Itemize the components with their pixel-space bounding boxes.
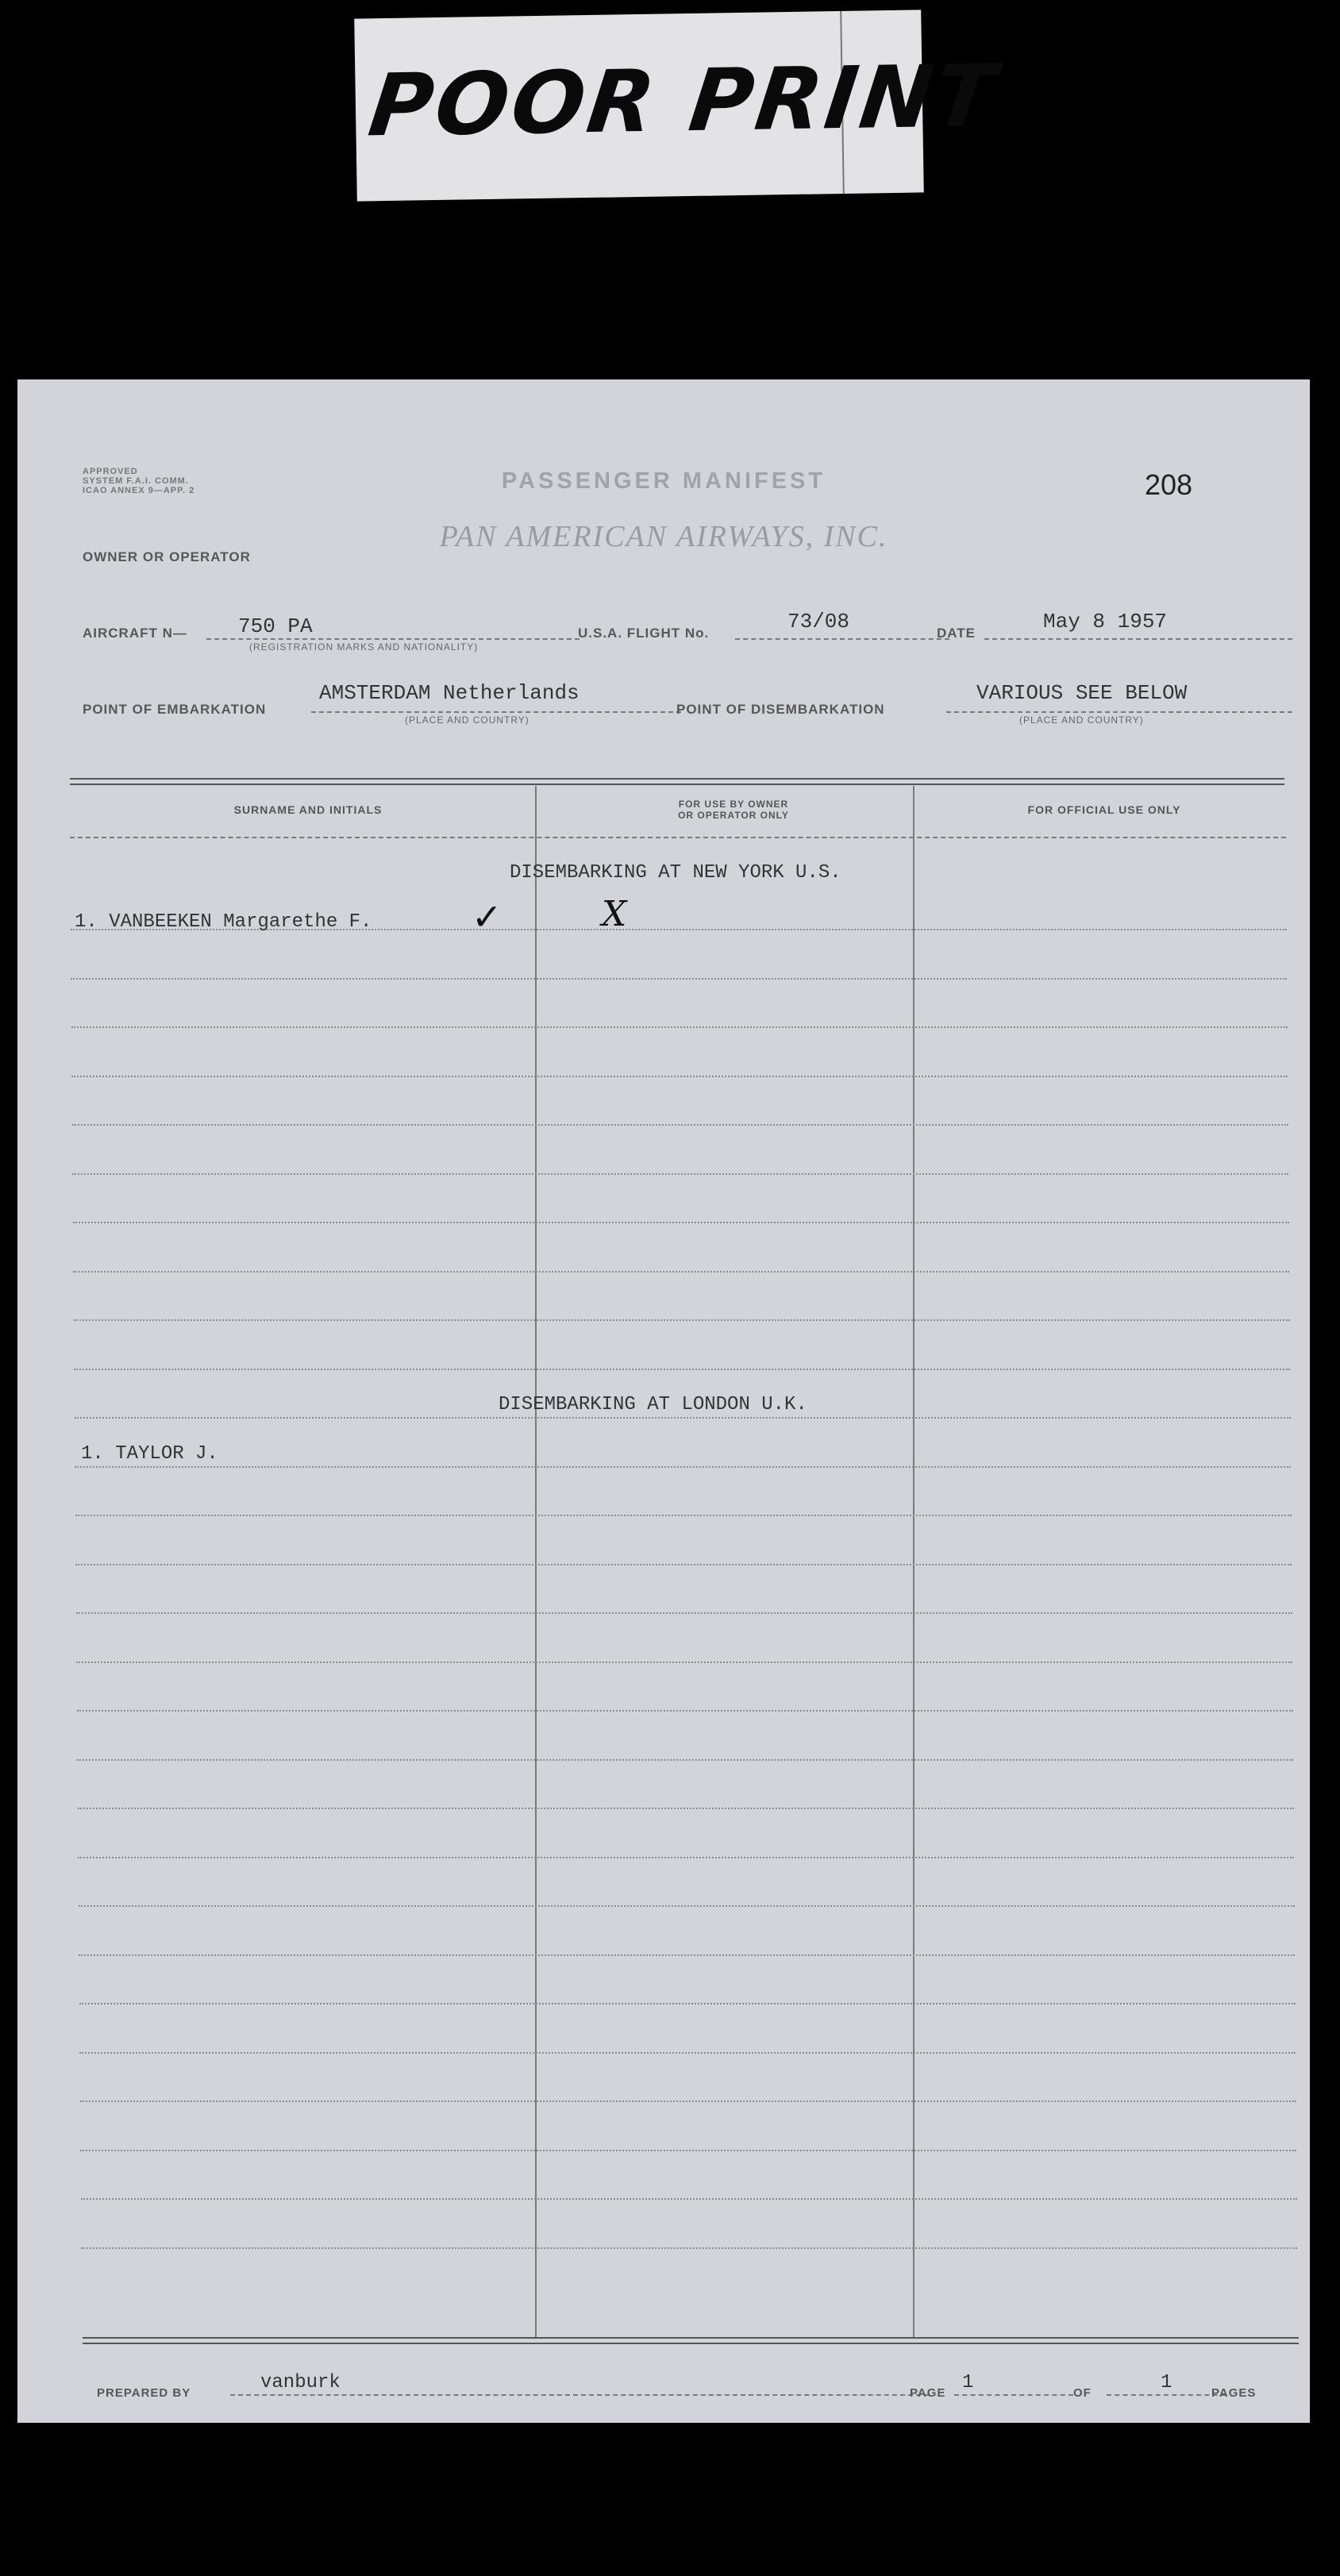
- ruled-line: [72, 1173, 1288, 1175]
- page-value: 1: [962, 2372, 974, 2393]
- date-label: DATE: [937, 626, 976, 641]
- disembarkation-sub: (PLACE AND COUNTRY): [1019, 714, 1144, 726]
- ruled-line: [78, 1857, 1294, 1858]
- approval-line: SYSTEM F.A.I. COMM.: [83, 476, 189, 486]
- ruled-line: [79, 1905, 1295, 1907]
- ruled-line: [81, 2198, 1297, 2200]
- approval-line: ICAO ANNEX 9—APP. 2: [83, 486, 195, 495]
- ruled-line: [77, 1710, 1293, 1712]
- embarkation-value: AMSTERDAM Netherlands: [319, 681, 580, 705]
- poor-print-label: [354, 10, 1003, 201]
- ruled-line: [71, 978, 1287, 980]
- date-underline: [984, 638, 1292, 640]
- ruled-line: [78, 1808, 1294, 1809]
- ruled-line: [77, 1759, 1293, 1761]
- approval-line: APPROVED: [83, 467, 138, 476]
- ruled-line: [79, 2052, 1296, 2054]
- col-surname-header: SURNAME AND INITIALS: [233, 803, 383, 816]
- passenger-entry: 1. TAYLOR J.: [81, 1443, 218, 1465]
- section-heading-new-york: DISEMBARKING AT NEW YORK U.S.: [510, 862, 841, 884]
- flight-value: 73/08: [787, 610, 850, 633]
- col-operator-header: [545, 799, 922, 821]
- aircraft-underline: [206, 638, 580, 640]
- disembarkation-label: POINT OF DISEMBARKATION: [676, 702, 885, 717]
- date-value: May 8 1957: [1043, 610, 1168, 633]
- col-operator-header-line: OR OPERATOR ONLY: [678, 810, 789, 821]
- ruled-line: [73, 1222, 1289, 1223]
- pages-label: PAGES: [1211, 2386, 1257, 2400]
- ruled-line: [75, 1564, 1292, 1565]
- page-underline: [954, 2394, 1073, 2396]
- embarkation-underline: [311, 711, 681, 713]
- of-label: OF: [1073, 2386, 1092, 2400]
- label-handwriting: POOR PRINT: [364, 46, 1003, 156]
- ruled-line: [80, 2100, 1296, 2102]
- manifest-number: 208: [1145, 468, 1193, 501]
- of-value: 1: [1161, 2372, 1172, 2393]
- flight-underline: [735, 638, 949, 640]
- of-underline: [1107, 2394, 1226, 2396]
- manifest-sheet: [17, 379, 1310, 2423]
- embarkation-label: POINT OF EMBARKATION: [83, 702, 267, 717]
- ruled-line: [75, 1515, 1292, 1516]
- ruled-line: [71, 1026, 1288, 1028]
- ruled-line: [81, 2247, 1297, 2249]
- prepared-by-label: PREPARED BY: [97, 2386, 191, 2400]
- owner-label: OWNER OR OPERATOR: [83, 549, 251, 564]
- column-divider: [913, 786, 915, 2337]
- ruled-line: [76, 1662, 1292, 1663]
- ruled-line: [75, 1417, 1291, 1419]
- aircraft-value: 750 PA: [238, 614, 313, 638]
- ruled-line: [76, 1612, 1292, 1614]
- prepared-by-underline: [230, 2394, 929, 2396]
- embarkation-sub: (PLACE AND COUNTRY): [405, 714, 529, 726]
- x-mark: X: [602, 894, 627, 934]
- aircraft-sub: (REGISTRATION MARKS AND NATIONALITY): [249, 641, 479, 653]
- ruled-line: [74, 1319, 1290, 1321]
- ruled-line: [80, 2150, 1296, 2151]
- ruled-line: [71, 1076, 1288, 1077]
- ruled-line: [73, 1271, 1289, 1273]
- col-operator-header-line: FOR USE BY OWNER: [678, 799, 789, 810]
- col-official-header: FOR OFFICIAL USE ONLY: [1027, 803, 1181, 816]
- ruled-line: [79, 2003, 1296, 2004]
- table-bottom-rule: [83, 2337, 1299, 2344]
- disembarkation-underline: [946, 711, 1292, 713]
- ruled-line: [70, 837, 1286, 838]
- page-label: PAGE: [910, 2386, 946, 2400]
- column-divider: [535, 786, 537, 2337]
- flight-label: U.S.A. FLIGHT No.: [578, 626, 710, 641]
- check-mark: ✓: [472, 895, 502, 938]
- aircraft-label: AIRCRAFT N—: [83, 626, 187, 641]
- passenger-entry: 1. VANBEEKEN Margarethe F.: [75, 911, 372, 933]
- ruled-line: [75, 1466, 1291, 1468]
- form-title: PASSENGER MANIFEST: [501, 468, 826, 494]
- company-name: PAN AMERICAN AIRWAYS, INC.: [439, 520, 888, 553]
- table-top-rule: [70, 778, 1284, 785]
- section-heading-london: DISEMBARKING AT LONDON U.K.: [499, 1394, 807, 1415]
- disembarkation-value: VARIOUS SEE BELOW: [976, 681, 1188, 705]
- ruled-line: [74, 1369, 1290, 1370]
- ruled-line: [72, 1124, 1288, 1126]
- ruled-line: [79, 1954, 1295, 1956]
- prepared-by-value: vanburk: [260, 2372, 341, 2393]
